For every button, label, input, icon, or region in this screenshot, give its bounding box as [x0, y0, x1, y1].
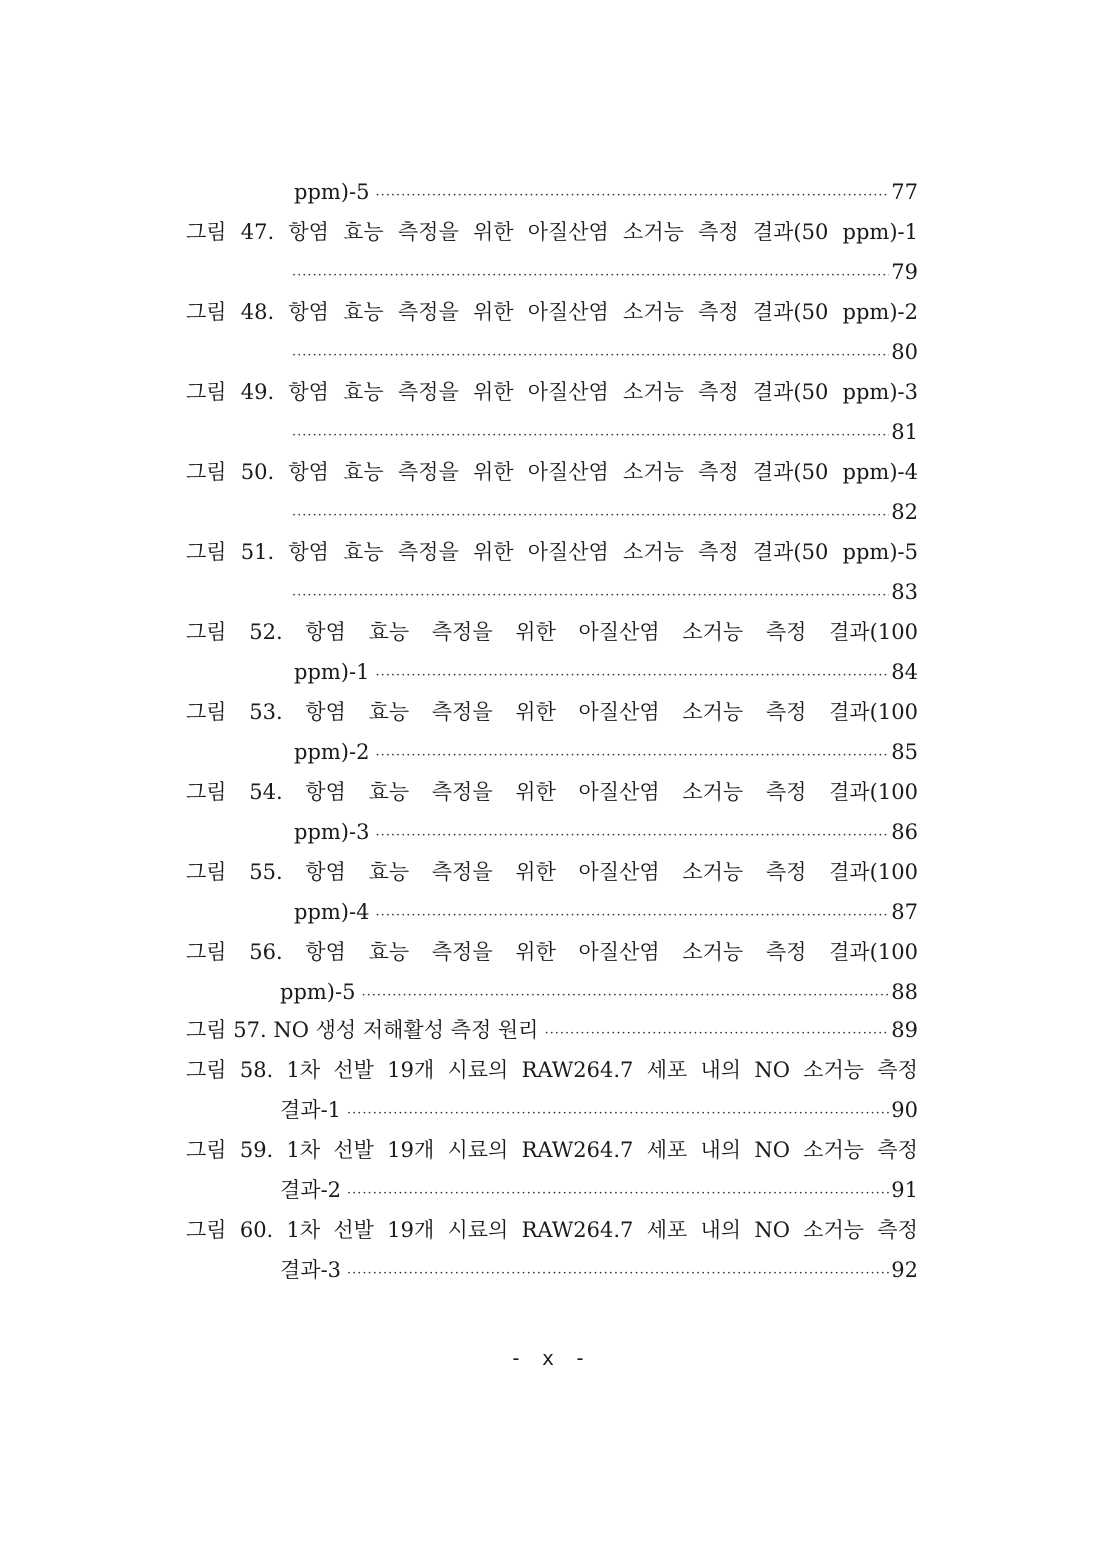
toc-page-number: 90 — [891, 1098, 918, 1122]
toc-page-number: 79 — [891, 260, 918, 284]
toc-entry-continuation[interactable] — [286, 334, 918, 370]
toc-word: 측정 — [698, 300, 739, 324]
toc-word: 결과(100 — [829, 780, 918, 804]
toc-word: 그림 — [186, 1058, 227, 1082]
toc-word: 아질산염 — [527, 540, 609, 564]
toc-entry-continuation[interactable] — [286, 574, 918, 610]
toc-entry[interactable] — [186, 934, 918, 970]
toc-cont-text: ppm)-3 — [294, 820, 370, 844]
toc-word: 소거능 — [803, 1138, 865, 1162]
leader-dots — [375, 734, 889, 774]
toc-word: 59. — [239, 1138, 274, 1162]
toc-word: 항염 — [305, 860, 346, 884]
leader-dots — [347, 1252, 889, 1292]
toc-entry[interactable] — [186, 1132, 918, 1168]
toc-word: 소거능 — [623, 300, 684, 324]
toc-cont-text: ppm)-5 — [294, 180, 370, 204]
toc-word: 시료의 — [447, 1058, 509, 1082]
toc-page-number: 87 — [891, 900, 918, 924]
toc-word: 아질산염 — [527, 380, 609, 404]
toc-page-number: 85 — [891, 740, 918, 764]
toc-word: 측정을 — [431, 620, 493, 644]
toc-entry-continuation[interactable] — [294, 654, 918, 690]
leader-dots — [375, 814, 889, 854]
leader-dots — [292, 414, 889, 454]
toc-word: 위한 — [472, 460, 514, 484]
toc-entry-continuation[interactable] — [280, 1252, 918, 1288]
toc-word: 항염 — [288, 460, 329, 484]
toc-page-number: 84 — [891, 660, 918, 684]
toc-word: 측정 — [765, 700, 807, 724]
toc-word: 49. — [240, 380, 275, 404]
toc-word: 항염 — [305, 700, 346, 724]
toc-entry[interactable] — [186, 1052, 918, 1088]
toc-entry[interactable] — [186, 774, 918, 810]
toc-entry[interactable] — [186, 534, 918, 570]
toc-word: 측정을 — [431, 780, 493, 804]
toc-word: 측정을 — [431, 860, 493, 884]
toc-word: 위한 — [515, 780, 556, 804]
toc-word: 효능 — [368, 620, 410, 644]
toc-word: 54. — [249, 780, 283, 804]
toc-word: 항염 — [288, 380, 329, 404]
toc-word: 아질산염 — [578, 940, 660, 964]
toc-word: 세포 — [646, 1138, 688, 1162]
toc-entry-label: 그림 57. NO 생성 저해활성 측정 원리 — [186, 1018, 539, 1042]
toc-word: 항염 — [305, 940, 346, 964]
leader-dots — [375, 174, 889, 214]
toc-entry-continuation[interactable] — [280, 1172, 918, 1208]
toc-word: 소거능 — [623, 220, 684, 244]
toc-entry-continuation[interactable] — [280, 974, 918, 1010]
toc-word: 측정 — [765, 860, 807, 884]
toc-word: 50. — [240, 460, 275, 484]
toc-word: 세포 — [646, 1218, 688, 1242]
toc-word: 소거능 — [623, 540, 684, 564]
toc-word: 측정을 — [397, 300, 459, 324]
toc-cont-text: 결과-1 — [280, 1098, 342, 1122]
leader-dots — [361, 974, 889, 1014]
toc-entry-continuation[interactable] — [286, 494, 918, 530]
toc-word: 결과(50 — [752, 300, 829, 324]
toc-entry[interactable] — [186, 854, 918, 890]
toc-word: 효능 — [343, 300, 384, 324]
toc-word: 측정 — [877, 1218, 918, 1242]
toc-word: 효능 — [368, 700, 410, 724]
toc-word: 측정 — [698, 380, 739, 404]
toc-word: 아질산염 — [578, 700, 660, 724]
toc-word: 그림 — [186, 700, 227, 724]
toc-word: 결과(50 — [752, 460, 829, 484]
toc-word: 1차 — [286, 1058, 321, 1082]
toc-word: 위한 — [515, 940, 556, 964]
toc-entry[interactable] — [186, 1212, 918, 1248]
toc-word: 측정을 — [397, 460, 459, 484]
toc-word: 위한 — [472, 300, 514, 324]
toc-entry[interactable] — [186, 614, 918, 650]
toc-word: 그림 — [186, 1138, 227, 1162]
toc-cont-text: ppm)-1 — [294, 660, 370, 684]
toc-cont-text: ppm)-5 — [280, 980, 356, 1004]
toc-word: 항염 — [305, 620, 346, 644]
toc-word: 소거능 — [682, 860, 744, 884]
toc-entry[interactable] — [186, 214, 918, 250]
toc-entry-continuation[interactable] — [286, 414, 918, 450]
toc-word: 19개 — [387, 1058, 435, 1082]
toc-word: 결과(50 — [752, 220, 829, 244]
toc-page-number: 86 — [891, 820, 918, 844]
toc-word: 53. — [249, 700, 283, 724]
toc-word: 소거능 — [682, 780, 744, 804]
toc-word: 내의 — [700, 1138, 742, 1162]
toc-word: 소거능 — [682, 940, 744, 964]
toc-word: 60. — [239, 1218, 274, 1242]
leader-dots — [292, 254, 889, 294]
toc-word: 52. — [249, 620, 283, 644]
toc-word: 항염 — [305, 780, 346, 804]
toc-word: NO — [754, 1138, 790, 1162]
toc-word: 아질산염 — [578, 620, 660, 644]
toc-word: 소거능 — [623, 460, 684, 484]
toc-word: 측정 — [698, 540, 739, 564]
toc-word: 1차 — [286, 1138, 321, 1162]
toc-entry-57[interactable] — [186, 1012, 918, 1048]
toc-word: 그림 — [186, 220, 227, 244]
leader-dots — [375, 654, 889, 694]
toc-word: 48. — [240, 300, 275, 324]
toc-page-number: 92 — [891, 1258, 918, 1282]
toc-word: 47. — [240, 220, 275, 244]
toc-word: 그림 — [186, 940, 227, 964]
toc-page-number: 82 — [891, 500, 918, 524]
toc-word: 결과(50 — [752, 380, 829, 404]
toc-word: 56. — [249, 940, 283, 964]
toc-word: 그림 — [186, 540, 227, 564]
toc-word: 위한 — [472, 220, 514, 244]
leader-dots — [544, 1012, 889, 1052]
toc-word: NO — [754, 1218, 790, 1242]
toc-word: 결과(50 — [752, 540, 829, 564]
toc-word: 측정을 — [431, 940, 493, 964]
toc-word: 측정 — [765, 780, 807, 804]
toc-word: 그림 — [186, 300, 227, 324]
toc-word: 19개 — [387, 1218, 435, 1242]
leader-dots — [347, 1172, 889, 1212]
toc-word: 측정을 — [431, 700, 493, 724]
toc-cont-text: 결과-2 — [280, 1178, 342, 1202]
toc-entry-continuation[interactable] — [280, 1092, 918, 1128]
toc-word: 선발 — [333, 1138, 374, 1162]
toc-entry[interactable] — [186, 694, 918, 730]
toc-word: 위한 — [515, 700, 556, 724]
toc-word: ppm)-5 — [842, 540, 918, 564]
toc-word: 효능 — [343, 460, 384, 484]
toc-word: 결과(100 — [829, 940, 918, 964]
toc-word: 시료의 — [447, 1218, 509, 1242]
toc-page-number: 83 — [891, 580, 918, 604]
toc-entry-continuation[interactable] — [294, 734, 918, 770]
toc-cont-text: 결과-3 — [280, 1258, 342, 1282]
toc-entry[interactable] — [186, 374, 918, 410]
toc-word: 측정을 — [397, 540, 459, 564]
toc-word: 측정 — [765, 620, 807, 644]
toc-word: 시료의 — [447, 1138, 509, 1162]
toc-continuation-line — [294, 174, 918, 210]
toc-word: 소거능 — [682, 700, 744, 724]
toc-word: 효능 — [343, 540, 384, 564]
leader-dots — [292, 494, 889, 534]
toc-word: 19개 — [387, 1138, 435, 1162]
toc-word: 측정 — [765, 940, 807, 964]
toc-word: 아질산염 — [578, 780, 660, 804]
toc-word: 효능 — [368, 860, 410, 884]
toc-word: 위한 — [472, 380, 514, 404]
toc-word: 소거능 — [803, 1058, 865, 1082]
toc-word: 51. — [240, 540, 275, 564]
toc-word: 그림 — [186, 460, 227, 484]
page-footer-number: - x - — [509, 1346, 591, 1370]
toc-word: 선발 — [333, 1218, 374, 1242]
toc-word: ppm)-4 — [842, 460, 918, 484]
toc-entry[interactable] — [186, 294, 918, 330]
toc-word: 항염 — [288, 300, 329, 324]
toc-word: RAW264.7 — [521, 1218, 634, 1242]
toc-page-number: 88 — [891, 980, 918, 1004]
toc-word: 결과(100 — [829, 620, 918, 644]
toc-word: 소거능 — [623, 380, 684, 404]
toc-word: 효능 — [343, 380, 384, 404]
toc-word: 내의 — [700, 1218, 742, 1242]
toc-word: 소거능 — [803, 1218, 865, 1242]
toc-page-number: 89 — [891, 1018, 918, 1042]
toc-word: 효능 — [368, 780, 410, 804]
toc-word: 측정을 — [397, 380, 459, 404]
toc-word: 아질산염 — [527, 300, 609, 324]
toc-page-number: 80 — [891, 340, 918, 364]
toc-word: 측정 — [698, 460, 739, 484]
toc-word: 아질산염 — [527, 220, 609, 244]
toc-word: 결과(100 — [829, 860, 918, 884]
toc-word: 아질산염 — [527, 460, 609, 484]
toc-word: 내의 — [700, 1058, 742, 1082]
leader-dots — [292, 334, 889, 374]
toc-word: NO — [754, 1058, 790, 1082]
toc-word: RAW264.7 — [521, 1058, 634, 1082]
toc-word: ppm)-1 — [842, 220, 918, 244]
toc-cont-text: ppm)-4 — [294, 900, 370, 924]
toc-page-number: 77 — [891, 180, 918, 204]
toc-word: 위한 — [515, 860, 556, 884]
toc-page-number: 81 — [891, 420, 918, 444]
toc-word: 측정 — [877, 1058, 918, 1082]
toc-word: 아질산염 — [578, 860, 660, 884]
toc-entry[interactable] — [186, 454, 918, 490]
leader-dots — [347, 1092, 889, 1132]
toc-entry-continuation[interactable] — [294, 814, 918, 850]
toc-word: 효능 — [368, 940, 410, 964]
leader-dots — [292, 574, 889, 614]
toc-word: 측정을 — [397, 220, 459, 244]
toc-page-number: 91 — [891, 1178, 918, 1202]
toc-word: 결과(100 — [829, 700, 918, 724]
toc-word: 그림 — [186, 620, 227, 644]
toc-word: 58. — [239, 1058, 274, 1082]
toc-word: 그림 — [186, 860, 227, 884]
toc-word: 그림 — [186, 380, 227, 404]
toc-word: 1차 — [286, 1218, 321, 1242]
toc-entry-continuation[interactable] — [286, 254, 918, 290]
toc-word: 선발 — [333, 1058, 374, 1082]
toc-word: 효능 — [343, 220, 384, 244]
toc-word: ppm)-3 — [842, 380, 918, 404]
toc-word: 소거능 — [682, 620, 744, 644]
toc-word: 측정 — [877, 1138, 918, 1162]
toc-word: 위한 — [472, 540, 514, 564]
toc-word: 그림 — [186, 1218, 227, 1242]
toc-entry-continuation[interactable] — [294, 894, 918, 930]
toc-word: RAW264.7 — [521, 1138, 634, 1162]
toc-word: 그림 — [186, 780, 227, 804]
toc-word: 항염 — [288, 540, 329, 564]
leader-dots — [375, 894, 889, 934]
toc-word: 위한 — [515, 620, 556, 644]
toc-cont-text: ppm)-2 — [294, 740, 370, 764]
toc-word: 측정 — [698, 220, 739, 244]
toc-word: 항염 — [288, 220, 329, 244]
toc-word: 세포 — [646, 1058, 688, 1082]
toc-word: ppm)-2 — [842, 300, 918, 324]
toc-word: 55. — [249, 860, 283, 884]
